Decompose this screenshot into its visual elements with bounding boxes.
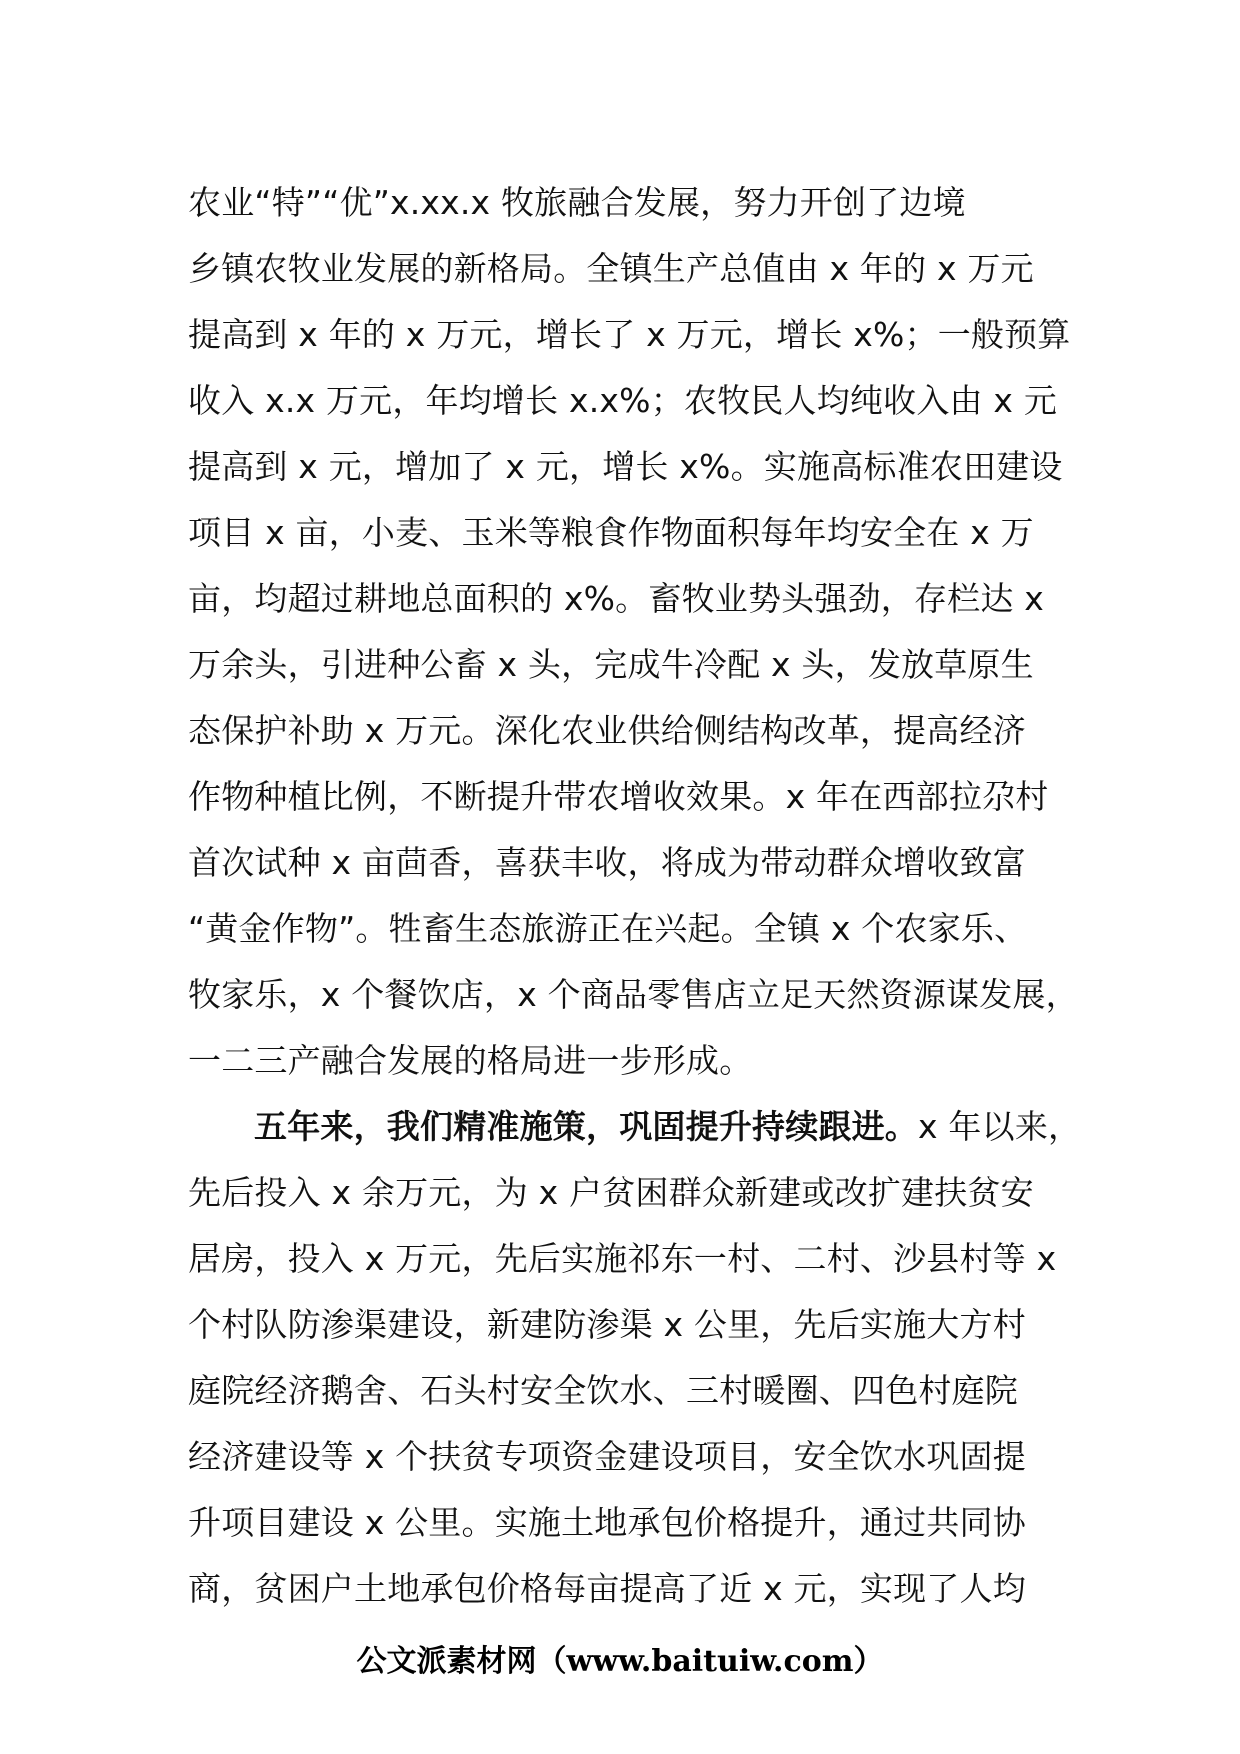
text-line: 一二三产融合发展的格局进一步形成。: [188, 1041, 753, 1080]
text-line: 提高到 x 元，增加了 x 元，增长 x%。实施高标准农田建设: [188, 447, 1063, 486]
text-line: 先后投入 x 余万元，为 x 户贫困群众新建或改扩建扶贫安: [188, 1173, 1034, 1212]
text-line: 亩，均超过耕地总面积的 x%。畜牧业势头强劲，存栏达 x: [188, 579, 1044, 618]
text-line: 牧家乐，x 个餐饮店，x 个商品零售店立足天然资源谋发展，: [188, 975, 1079, 1014]
paragraph-2-first-line: [188, 1094, 1088, 1160]
text-line: 乡镇农牧业发展的新格局。全镇生产总值由 x 年的 x 万元: [188, 249, 1034, 288]
text-line: 提高到 x 年的 x 万元，增长了 x 万元，增长 x%；一般预算: [188, 315, 1071, 354]
text-line: 首次试种 x 亩茴香，喜获丰收，将成为带动群众增收致富: [188, 843, 1026, 882]
text-line: 万余头，引进种公畜 x 头，完成牛冷配 x 头，发放草原生: [188, 645, 1034, 684]
text-line: 个村队防渗渠建设，新建防渗渠 x 公里，先后实施大方村: [188, 1305, 1026, 1344]
text-line: “黄金作物”。牲畜生态旅游正在兴起。全镇 x 个农家乐、: [188, 909, 1028, 948]
text-line: 作物种植比例，不断提升带农增收效果。x 年在西部拉尕村: [188, 777, 1049, 816]
text-line: 态保护补助 x 万元。深化农业供给侧结构改革，提高经济: [188, 711, 1026, 750]
paragraph-heading: 五年来，我们精准施策，巩固提升持续跟进。: [254, 1107, 918, 1146]
paragraph-1: [188, 170, 1088, 1094]
text-line: 农业“特”“优”x.xx.x 牧旅融合发展，努力开创了边境: [188, 183, 966, 222]
text-line: 居房，投入 x 万元，先后实施祁东一村、二村、沙县村等 x: [188, 1239, 1057, 1278]
text-line: 庭院经济鹅舍、石头村安全饮水、三村暖圈、四色村庭院: [188, 1371, 1018, 1410]
text-line: 项目 x 亩，小麦、玉米等粮食作物面积每年均安全在 x 万: [188, 513, 1034, 552]
text-fragment: x 年以来，: [918, 1107, 1082, 1146]
paragraph-2: [188, 1094, 1088, 1622]
page-footer: 公文派素材网（www.baituiw.com）: [356, 1644, 884, 1679]
text-line: 商，贫困户土地承包价格每亩提高了近 x 元，实现了人均: [188, 1569, 1026, 1608]
text-line: 升项目建设 x 公里。实施土地承包价格提升，通过共同协: [188, 1503, 1026, 1542]
text-line: 收入 x.x 万元，年均增长 x.x%；农牧民人均纯收入由 x 元: [188, 381, 1058, 420]
text-line: 经济建设等 x 个扶贫专项资金建设项目，安全饮水巩固提: [188, 1437, 1026, 1476]
document-body: [188, 170, 1088, 1622]
